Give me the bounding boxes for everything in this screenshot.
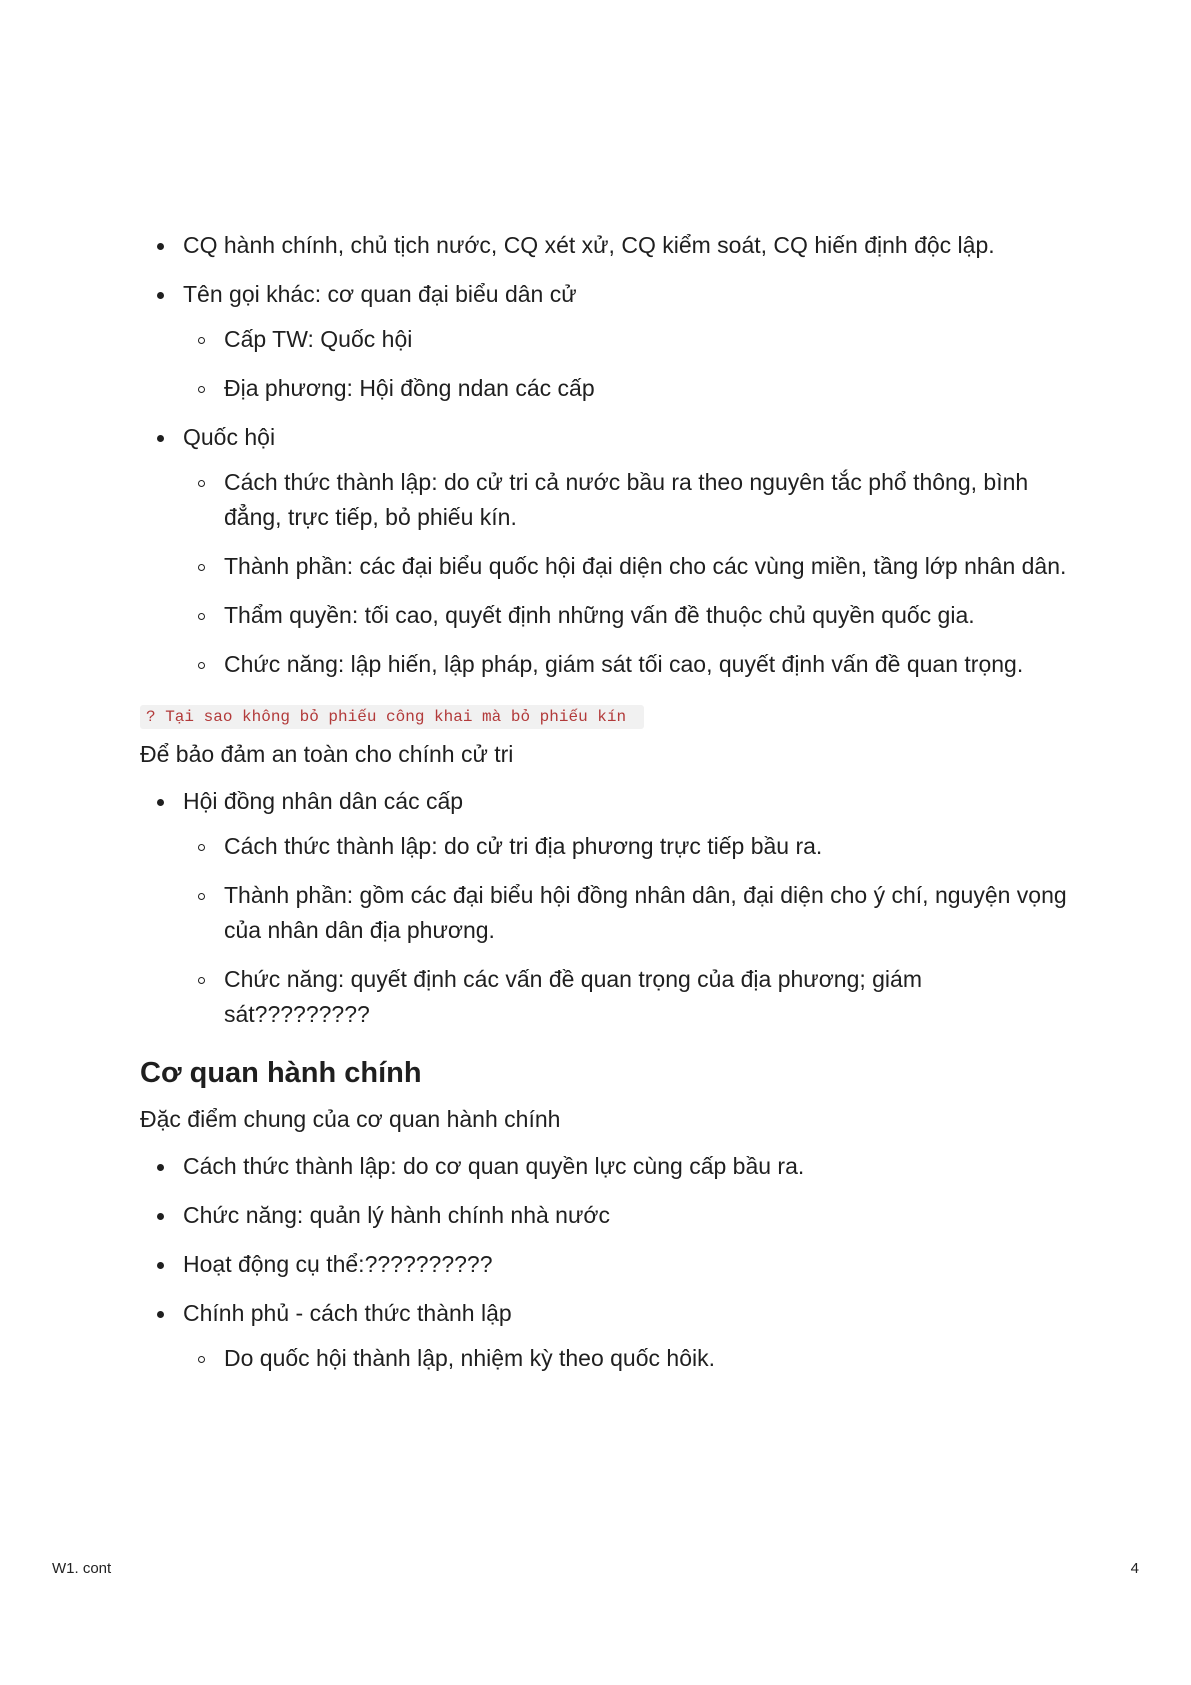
page-number: 4 bbox=[1130, 1560, 1139, 1577]
section-heading: Cơ quan hành chính bbox=[140, 1057, 422, 1089]
list-item-text: Hội đồng nhân dân các cấp bbox=[183, 788, 464, 814]
sub-list-item-text: Cấp TW: Quốc hội bbox=[224, 326, 413, 352]
sub-list-item-text: Chức năng: quyết định các vấn đề quan trọng của địa phương; giám sát????????? bbox=[224, 966, 922, 1027]
sub-list-item-text: Cách thức thành lập: do cử tri cả nước bầu ra theo nguyên tắc phổ thông, bình đẳng, trực tiếp, bỏ phiếu kín. bbox=[224, 469, 1029, 530]
sub-list-item-text: Địa phương: Hội đồng ndan các cấp bbox=[224, 375, 595, 401]
sub-list-item-text: Thành phần: các đại biểu quốc hội đại diện cho các vùng miền, tầng lớp nhân dân. bbox=[224, 553, 1067, 579]
sub-list-item bbox=[183, 371, 1070, 406]
list-item bbox=[140, 228, 1070, 263]
list-item bbox=[140, 277, 1070, 406]
sub-list-item-text: Thẩm quyền: tối cao, quyết định những vấn đề thuộc chủ quyền quốc gia. bbox=[224, 602, 975, 628]
sub-list bbox=[183, 322, 1070, 406]
sub-list-item bbox=[183, 322, 1070, 357]
list-item-text: CQ hành chính, chủ tịch nước, CQ xét xử, CQ kiểm soát, CQ hiến định độc lập. bbox=[183, 232, 995, 258]
bullet-list bbox=[140, 784, 1070, 1032]
sub-list-item bbox=[183, 1341, 1070, 1376]
answer-paragraph: Để bảo đảm an toàn cho chính cử tri bbox=[140, 741, 514, 767]
code-question: ? Tại sao không bỏ phiếu công khai mà bỏ phiếu kín bbox=[140, 705, 644, 729]
bullet-list bbox=[140, 1149, 1070, 1376]
list-item-text: Chức năng: quản lý hành chính nhà nước bbox=[183, 1202, 610, 1228]
sub-list-item bbox=[183, 549, 1070, 584]
sub-list-item bbox=[183, 962, 1070, 1032]
list-item bbox=[140, 784, 1070, 1032]
sub-list-item bbox=[183, 465, 1070, 535]
footer-title: W1. cont bbox=[52, 1560, 112, 1577]
sub-list-item bbox=[183, 647, 1070, 682]
list-item-text: Chính phủ - cách thức thành lập bbox=[183, 1300, 512, 1326]
list-item bbox=[140, 1247, 1070, 1282]
list-item bbox=[140, 1149, 1070, 1184]
list-item bbox=[140, 1198, 1070, 1233]
list-item bbox=[140, 420, 1070, 682]
list-item-text: Tên gọi khác: cơ quan đại biểu dân cử bbox=[183, 281, 577, 307]
sub-list-item-text: Thành phần: gồm các đại biểu hội đồng nhân dân, đại diện cho ý chí, nguyện vọng của nhân dân địa phương. bbox=[224, 882, 1067, 943]
sub-list-item-text: Cách thức thành lập: do cử tri địa phương trực tiếp bầu ra. bbox=[224, 833, 823, 859]
list-item-text: Hoạt động cụ thể:?????????? bbox=[183, 1251, 493, 1277]
sub-list bbox=[183, 829, 1070, 1032]
sub-list bbox=[183, 1341, 1070, 1376]
page-content bbox=[140, 228, 1070, 1390]
sub-list-item bbox=[183, 829, 1070, 864]
bullet-list bbox=[140, 228, 1070, 682]
code-question-block bbox=[140, 696, 1070, 737]
section-intro: Đặc điểm chung của cơ quan hành chính bbox=[140, 1106, 561, 1132]
sub-list-item-text: Chức năng: lập hiến, lập pháp, giám sát tối cao, quyết định vấn đề quan trọng. bbox=[224, 651, 1024, 677]
list-item-text: Quốc hội bbox=[183, 424, 276, 450]
list-item bbox=[140, 1296, 1070, 1376]
list-item-text: Cách thức thành lập: do cơ quan quyền lực cùng cấp bầu ra. bbox=[183, 1153, 805, 1179]
sub-list bbox=[183, 465, 1070, 682]
sub-list-item-text: Do quốc hội thành lập, nhiệm kỳ theo quốc hôik. bbox=[224, 1345, 715, 1371]
sub-list-item bbox=[183, 598, 1070, 633]
sub-list-item bbox=[183, 878, 1070, 948]
